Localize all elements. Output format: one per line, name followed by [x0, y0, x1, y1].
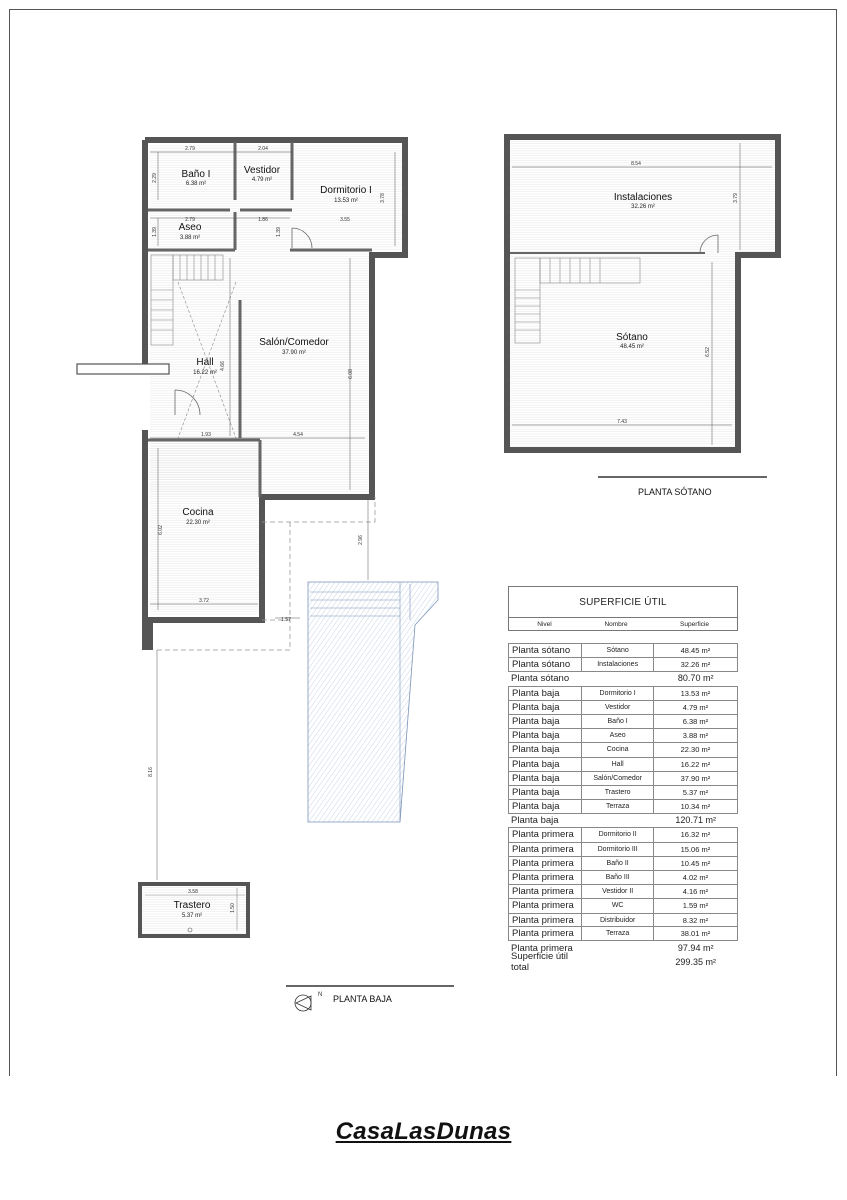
table-cell-nombre: Terraza: [581, 926, 652, 941]
table-cell-sup: 37.90 m²: [653, 771, 738, 785]
dim-label: 3.78: [380, 193, 386, 203]
table-body: [508, 643, 738, 974]
table-cell-nivel: Planta sótano: [511, 672, 570, 684]
room-label-salon: Salón/Comedor: [259, 337, 329, 348]
room-label-cocina: Cocina: [182, 507, 214, 518]
table-cell-sup: 8.32 m²: [653, 913, 738, 927]
dim-label: 4.66: [220, 361, 226, 371]
planta-sotano-title: PLANTA SÓTANO: [638, 487, 712, 497]
table-cell-nivel: Planta primera: [508, 898, 581, 912]
dim-label: 1.50: [230, 903, 236, 913]
planta-baja-title: PLANTA BAJA: [333, 994, 392, 1004]
table-row: [508, 757, 738, 771]
room-label-bano: Baño I: [181, 169, 211, 180]
table-cell-nivel: Superficie útil total: [511, 951, 569, 974]
table-title: SUPERFICIE ÚTIL: [508, 586, 738, 618]
table-cell-sup: 38.01 m²: [653, 926, 738, 941]
dim-label: 2.79: [185, 217, 195, 223]
room-area-sotano: 48.45 m²: [620, 344, 644, 350]
room-area-salon: 37.90 m²: [282, 350, 306, 356]
table-row: [508, 799, 738, 813]
table-cell-nombre: Trastero: [581, 785, 652, 799]
table-cell-nivel: Planta sótano: [508, 643, 581, 657]
table-cell-nombre: Dormitorio III: [581, 842, 652, 856]
table-cell-nivel: Planta baja: [508, 700, 581, 714]
table-cell-nivel: Planta baja: [508, 785, 581, 799]
table-cell-nivel: Planta primera: [508, 842, 581, 856]
room-area-hall: 16.22 m²: [193, 370, 217, 376]
dim-label: 2.29: [152, 173, 158, 183]
dim-label: 4.54: [293, 432, 303, 438]
dim-label: 3.72: [199, 598, 209, 604]
dim-label: 2.79: [185, 146, 195, 152]
table-cell-sup: 15.06 m²: [653, 842, 738, 856]
table-row: [508, 870, 738, 884]
room-area-instalaciones: 32.26 m²: [631, 204, 655, 210]
brand-title: CasaLasDunas: [335, 1118, 512, 1145]
table-cell-nivel: Planta baja: [508, 799, 581, 814]
dim-label: 2.04: [258, 146, 268, 152]
table-header: [508, 618, 738, 631]
room-area-trastero: 5.37 m²: [181, 913, 203, 919]
dim-label: 6.52: [705, 347, 711, 357]
dim-label: 6.02: [158, 525, 164, 535]
room-area-vestidor: 4.79 m²: [251, 177, 273, 183]
table-row: [508, 898, 738, 912]
table-cell-nivel: Planta baja: [511, 814, 559, 826]
col-nombre: Nombre: [604, 620, 628, 628]
table-cell-nombre: Hall: [581, 757, 652, 771]
table-row: [508, 742, 738, 756]
table-cell-sup: 32.26 m²: [653, 657, 738, 672]
table-cell-nombre: Baño III: [581, 870, 652, 884]
table-cell-sup: 4.02 m²: [653, 870, 738, 884]
dim-label: 1.39: [152, 227, 158, 237]
table-row: [508, 714, 738, 728]
dim-label: 8.54: [631, 161, 641, 167]
table-cell-nivel: Planta primera: [508, 856, 581, 870]
table-cell-nivel: Planta primera: [511, 942, 573, 954]
room-label-hall: Hall: [196, 357, 214, 368]
room-label-vestidor: Vestidor: [243, 165, 281, 176]
table-cell-sup: 16.22 m²: [653, 757, 738, 771]
table-cell-sup: 10.45 m²: [653, 856, 738, 870]
room-label-trastero: Trastero: [173, 900, 211, 911]
room-label-dormitorio: Dormitorio I: [320, 185, 372, 196]
table-cell-sup: 120.71 m²: [675, 815, 716, 826]
table-cell-nombre: Baño II: [581, 856, 652, 870]
superficie-table: [508, 586, 738, 974]
table-subtotal-row: [508, 671, 738, 685]
room-label-sotano: Sótano: [616, 332, 648, 343]
table-cell-sup: 16.32 m²: [653, 827, 738, 841]
table-cell-nivel: Planta primera: [508, 870, 581, 884]
table-cell-nombre: Instalaciones: [581, 657, 652, 672]
north-label: N: [318, 992, 323, 998]
table-cell-nivel: Planta baja: [508, 728, 581, 742]
table-cell-nivel: Planta baja: [508, 686, 581, 700]
dim-label: 3.79: [733, 193, 739, 203]
table-cell-sup: 13.53 m²: [653, 686, 738, 700]
table-row: [508, 643, 738, 657]
table-cell-nombre: Dormitorio II: [581, 827, 652, 841]
table-cell-nivel: Planta baja: [508, 742, 581, 756]
room-label-aseo: Aseo: [178, 222, 202, 233]
table-row: [508, 842, 738, 856]
table-cell-nivel: Planta primera: [508, 913, 581, 927]
table-cell-nivel: Planta primera: [508, 827, 581, 841]
table-row: [508, 728, 738, 742]
table-subtotal-row: [508, 813, 738, 827]
room-area-cocina: 22.30 m²: [186, 520, 210, 526]
table-cell-sup: 4.79 m²: [653, 700, 738, 714]
room-area-bano: 6.38 m²: [185, 181, 207, 187]
table-row: [508, 700, 738, 714]
table-cell-sup: 97.94 m²: [677, 943, 714, 954]
table-cell-nombre: Dormitorio I: [581, 686, 652, 700]
table-cell-nombre: Cocina: [581, 742, 652, 756]
table-cell-nombre: Sótano: [581, 643, 652, 657]
dim-label: 2.96: [358, 535, 364, 545]
col-superficie: Superficie: [680, 620, 709, 628]
table-cell-sup: 10.34 m²: [653, 799, 738, 814]
table-cell-nivel: Planta sótano: [508, 657, 581, 672]
table-cell-sup: 5.37 m²: [653, 785, 738, 799]
dim-label: 1.86: [258, 217, 268, 223]
table-cell-sup: 4.16 m²: [653, 884, 738, 898]
dim-label: 8.16: [148, 767, 154, 777]
table-row: [508, 686, 738, 700]
table-cell-nombre: Terraza: [581, 799, 652, 814]
table-cell-nivel: Planta baja: [508, 771, 581, 785]
table-cell-sup: 6.38 m²: [653, 714, 738, 728]
planta-sotano-plan: [507, 137, 778, 497]
table-cell-sup: 22.30 m²: [653, 742, 738, 756]
dim-label: 7.43: [617, 419, 627, 425]
table-cell-nombre: Vestidor: [581, 700, 652, 714]
table-row: [508, 657, 738, 671]
table-row: [508, 927, 738, 941]
dim-label: 3.58: [188, 889, 198, 895]
room-area-dormitorio: 13.53 m²: [334, 198, 358, 204]
table-cell-nivel: Planta primera: [508, 884, 581, 898]
table-cell-sup: 1.59 m²: [653, 898, 738, 912]
dim-label: 1.39: [276, 227, 282, 237]
north-arrow-icon: [295, 995, 311, 1011]
room-area-aseo: 3.88 m²: [179, 235, 201, 241]
table-row: [508, 827, 738, 841]
table-cell-sup: 80.70 m²: [677, 673, 714, 684]
table-cell-nombre: Distribuidor: [581, 913, 652, 927]
table-cell-nombre: Vestidor II: [581, 884, 652, 898]
table-row: [508, 771, 738, 785]
dim-label: 3.55: [340, 217, 350, 223]
table-cell-nombre: Baño I: [581, 714, 652, 728]
table-row: [508, 785, 738, 799]
dim-label: 1.93: [201, 432, 211, 438]
table-row: [508, 884, 738, 898]
table-row: [508, 856, 738, 870]
table-cell-nombre: WC: [581, 898, 652, 912]
col-nivel: Nivel: [537, 620, 552, 628]
table-cell-nivel: Planta primera: [508, 926, 581, 941]
planta-baja-plan: [77, 140, 454, 1011]
table-cell-nombre: Aseo: [581, 728, 652, 742]
dim-label: 1.57: [281, 617, 291, 623]
table-cell-sup: 3.88 m²: [653, 728, 738, 742]
table-cell-nombre: Salón/Comedor: [581, 771, 652, 785]
dim-label: 6.08: [348, 369, 354, 379]
room-label-instalaciones: Instalaciones: [613, 192, 673, 203]
table-row: [508, 913, 738, 927]
table-cell-sup: 48.45 m²: [653, 643, 738, 657]
table-cell-sup: 299.35 m²: [675, 957, 716, 968]
table-cell-nivel: Planta baja: [508, 714, 581, 728]
table-cell-nivel: Planta baja: [508, 757, 581, 771]
table-subtotal-row: [508, 951, 738, 974]
